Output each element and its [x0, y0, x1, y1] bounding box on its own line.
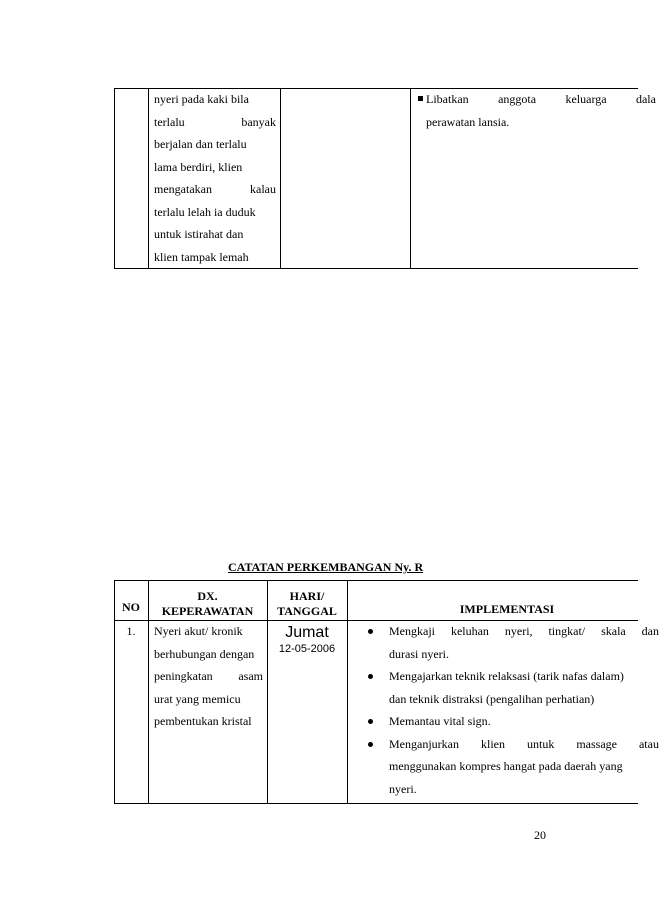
text-line: lama berdiri, klien	[154, 159, 243, 174]
text-line: Memantau vital sign.	[389, 714, 491, 728]
header-implementation	[347, 602, 667, 617]
implementation-item: Mengkaji keluhan nyeri, tingkat/ skala dan durasi nyeri.	[366, 620, 638, 665]
diagnosis-text-continued	[154, 88, 276, 268]
header-date-line2: TANGGAL	[277, 604, 337, 618]
date-cell	[267, 624, 347, 655]
word: asam	[238, 669, 263, 683]
word: peningkatan	[154, 669, 213, 683]
page-number: 20	[534, 828, 546, 842]
diagnosis-cell	[154, 620, 263, 733]
bullet-icon	[368, 719, 373, 724]
text-line: pembentukan kristal	[154, 714, 252, 728]
text-line	[154, 665, 263, 688]
word: anggota	[498, 92, 537, 106]
text-line: berjalan dan terlalu	[154, 137, 247, 151]
text-line: terlalu lelah ia duduk	[154, 204, 256, 219]
date-label: 12-05-2006	[278, 643, 336, 655]
text-line: durasi nyeri.	[389, 646, 449, 661]
text-line	[154, 111, 276, 134]
word: keluarga	[565, 92, 607, 106]
bullet-icon	[368, 674, 373, 679]
text-line: klien tampak lemah	[154, 249, 249, 264]
word: kalau	[250, 182, 276, 196]
text-line	[154, 88, 276, 111]
implementation-item	[366, 665, 638, 710]
bullet-icon	[368, 629, 373, 634]
text-line	[154, 178, 276, 201]
header-date	[267, 589, 347, 619]
day-label: Jumat	[285, 624, 329, 641]
text-line: dan teknik distraksi (pengalihan perhatian)	[389, 691, 595, 706]
intervention-text-continued	[416, 88, 656, 133]
text-line: menggunakan kompres hangat pada daerah yang	[389, 759, 623, 773]
word: Libatkan	[426, 92, 469, 106]
header-no	[114, 600, 148, 615]
text-line: perawatan lansia.	[426, 114, 510, 129]
header-implementation-label: IMPLEMENTASI	[459, 602, 555, 616]
header-no-label: NO	[122, 600, 140, 614]
implementation-item	[366, 710, 638, 733]
text-line-content: nyeri pada kaki bila	[154, 92, 249, 106]
word: banyak	[241, 114, 276, 129]
text-line: berhubungan dengan	[154, 646, 255, 661]
text-line: untuk istirahat dan	[154, 227, 244, 241]
text-line: urat yang memicu	[154, 691, 241, 706]
bullet-icon	[368, 742, 373, 747]
word: mengatakan	[154, 182, 212, 196]
text-line: Mengajarkan teknik relaksasi (tarik nafas dalam)	[389, 669, 624, 683]
square-bullet-icon	[418, 96, 423, 101]
header-diagnosis-line1: DX.	[197, 589, 218, 603]
section-title: CATATAN PERKEMBANGAN Ny. R	[228, 560, 424, 574]
intervention-item	[416, 88, 656, 133]
text-line: nyeri.	[389, 781, 417, 796]
word: terlalu	[154, 114, 185, 129]
word: dala	[635, 92, 656, 106]
header-date-line1: HARI/	[289, 589, 325, 603]
implementation-item: Menganjurkan klien untuk massage atau menggunakan kompres hangat pada daerah yang nyeri.	[366, 733, 638, 801]
text-line: Nyeri akut/ kronik	[154, 624, 243, 638]
header-diagnosis	[148, 589, 267, 619]
header-diagnosis-line2: KEPERAWATAN	[161, 604, 254, 618]
row-number	[114, 620, 148, 643]
implementation-cell	[366, 620, 659, 800]
row-number-label: 1.	[126, 624, 136, 638]
